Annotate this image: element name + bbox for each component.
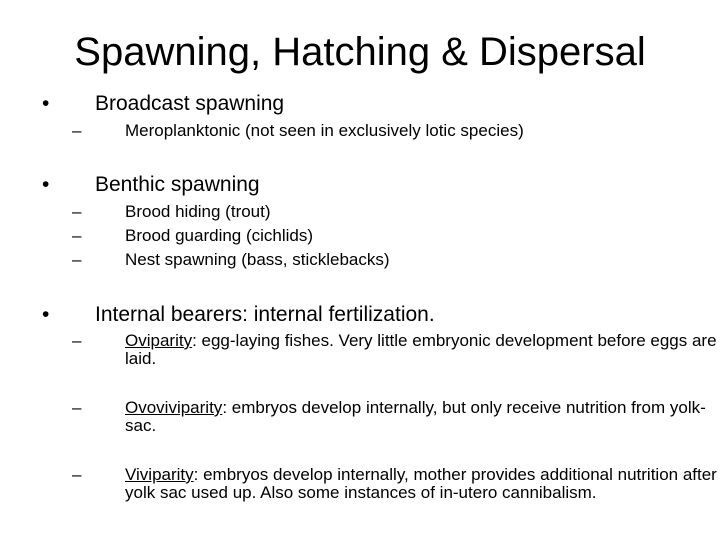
bullet-text: Broadcast spawning — [95, 92, 285, 115]
definition-text: : embryos develop internally, but only receive nutrition from yolk-sac. — [125, 398, 706, 435]
sub-item-text — [125, 332, 720, 368]
definition-text: : egg-laying fishes. Very little embryonic development before eggs are laid. — [125, 331, 717, 368]
bullet-text: Internal bearers: internal fertilization. — [95, 303, 435, 326]
dash-icon: – — [72, 465, 82, 484]
term-oviparity: Oviparity — [125, 331, 193, 350]
definition-text: : embryos develop internally, mother provides additional nutrition after yolk sac used up. Also some instances of in-utero cannibalism. — [125, 465, 717, 502]
sub-item-text: Brood guarding (cichlids) — [125, 226, 314, 245]
bullet-icon: • — [42, 173, 50, 196]
sub-item-text — [125, 466, 720, 502]
bullet-icon: • — [42, 303, 50, 326]
bullet-icon: • — [42, 92, 50, 115]
dash-icon: – — [72, 226, 82, 245]
dash-icon: – — [72, 250, 82, 269]
dash-icon: – — [72, 121, 82, 140]
dash-icon: – — [72, 202, 82, 221]
term-viviparity: Viviparity — [125, 465, 194, 484]
term-ovoviviparity: Ovoviviparity — [125, 398, 223, 417]
slide-title: Spawning, Hatching & Dispersal — [74, 30, 646, 74]
sub-item-text: Nest spawning (bass, sticklebacks) — [125, 250, 390, 269]
sub-item-text: Brood hiding (trout) — [125, 202, 271, 221]
sub-item-text — [125, 399, 720, 435]
dash-icon: – — [72, 331, 82, 350]
dash-icon: – — [72, 398, 82, 417]
sub-item-text: Meroplanktonic (not seen in exclusively lotic species) — [125, 121, 524, 140]
bullet-text: Benthic spawning — [95, 173, 260, 196]
